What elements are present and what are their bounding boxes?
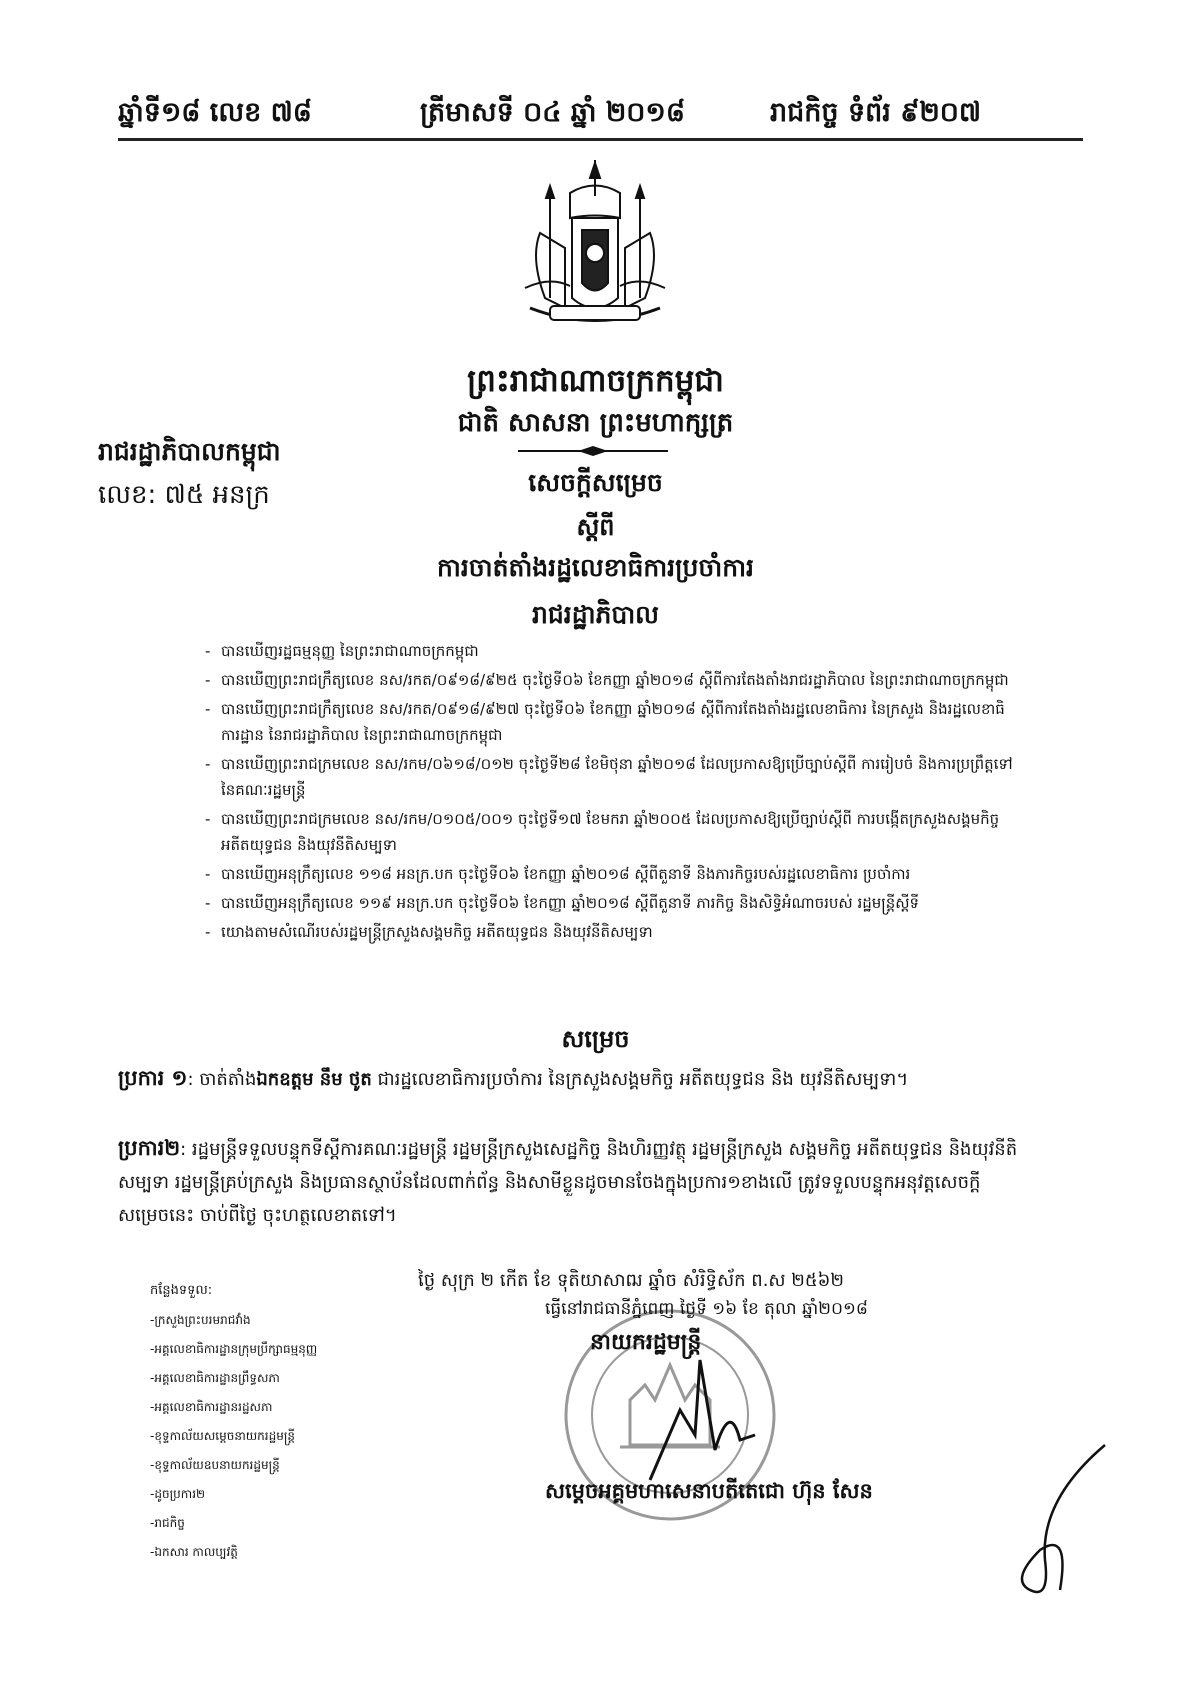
gazette-quarter: ត្រីមាសទី ០៤ ឆ្នាំ ២០១៨ — [420, 97, 685, 128]
divider-ornament-icon — [518, 446, 668, 456]
recital-item: - បានឃើញព្រះរាជក្រមលេខ នស/រកម/០១០៥/០០១ ចុះថ្ងៃទី១៧ ខែមករា ឆ្នាំ២០០៥ ដែលប្រកាសឱ្យប្រើច្បាប់ស្តីពី ការបង្កើតក្រសួងសង្គមកិច្ច អតីតយុទ្ធជន និងយុវនីតិសម្បទា — [205, 806, 1025, 858]
recipient-item: - ឯកសារ កាលប្បវត្តិ — [150, 1538, 317, 1567]
prime-minister-signature — [640, 1340, 760, 1490]
solar-date: ធ្វើនៅរាជធានីភ្នំពេញ ថ្ងៃទី ១៦ ខែ តុលា ឆ្នាំ២០១៨ — [545, 1299, 868, 1319]
recipients-label: កន្លែងទទួល: — [150, 1283, 213, 1298]
article-2 — [118, 1132, 1028, 1232]
recipient-item: - អគ្គលេខាធិការដ្ឋានព្រឹទ្ធសភា — [150, 1364, 317, 1393]
gazette-page: រាជកិច្ច ទំព័រ ៩២០៧ — [770, 97, 982, 128]
issuer-heading: រាជរដ្ឋាភិបាល — [532, 600, 659, 629]
recital-item: - បានឃើញព្រះរាជក្រមលេខ នស/រកម/០៦១៨/០១២ ចុះថ្ងៃទី២៨ ខែមិថុនា ឆ្នាំ២០១៨ ដែលប្រកាសឱ្យប្រើច្បាប់ស្តីពី ការរៀបចំ និងការប្រព្រឹត្តទៅនៃគណៈរដ្ឋមន្ត្រី — [205, 751, 1025, 803]
kingdom-heading: ព្រះរាជាណាចក្រកម្ពុជា — [467, 363, 724, 399]
article-1-label: ប្រការ ១ — [118, 1066, 188, 1090]
article-1-pre: : ចាត់តាំង — [187, 1069, 257, 1090]
recital-item: - យោងតាមសំណើរបស់រដ្ឋមន្ត្រីក្រសួងសង្គមកិច្ច អតីតយុទ្ធជន និងយុវនីតិសម្បទា — [205, 919, 1025, 945]
article-1-text: ជារដ្ឋលេខាធិការប្រចាំការ នៃក្រសួងសង្គមកិច្ច អតីតយុទ្ធជន និង យុវនីតិសម្បទា។ — [371, 1069, 909, 1090]
decision-heading: សេចក្តីសម្រេច — [528, 468, 663, 497]
recipient-item: - អគ្គលេខាធិការដ្ឋានក្រុមប្រឹក្សាធម្មនុញ្ញ — [150, 1335, 317, 1364]
signer-title: នាយករដ្ឋមន្ត្រី — [590, 1330, 702, 1355]
recital-item: - បានឃើញរដ្ឋធម្មនុញ្ញ នៃព្រះរាជាណាចក្រកម្ពុជា — [205, 638, 1025, 664]
recipient-item: - ដូចប្រការ២ — [150, 1480, 317, 1509]
decides-heading: សម្រេច — [561, 1025, 630, 1053]
gazette-year-issue: ឆ្នាំទី១៨ លេខ ៧៨ — [118, 97, 312, 128]
article-2-text: : រដ្ឋមន្ត្រីទទួលបន្ទុកទីស្តីការគណៈរដ្ឋមន្ត្រី រដ្ឋមន្ត្រីក្រសួងសេដ្ឋកិច្ច និងហិរញ្ញវត្ថុ រដ្ឋមន្ត្រីក្រសួង សង្គមកិច្ច អតីតយុទ្ធជន និងយុវនីតិសម្បទា រដ្ឋមន្ត្រីគ្រប់ក្រសួង និងប្រធានស្ថាប័នដែលពាក់ព័ន្ធ និងសាមីខ្លួនដូចមានចែងក្នុងប្រការ១ខាងលើ ត្រូវទទួលបន្ទុកអនុវត្តសេចក្តីសម្រេចនេះ ចាប់ពីថ្ងៃ ចុះហត្ថលេខាតទៅ។ — [118, 1139, 1018, 1226]
recital-item: - បានឃើញអនុក្រឹត្យលេខ ១១៨ អនក្រ.បក ចុះថ្ងៃទី០៦ ខែកញ្ញា ឆ្នាំ២០១៨ ស្តីពីតួនាទី និងភារកិច្ចរបស់រដ្ឋលេខាធិការ ប្រចាំការ — [205, 861, 1025, 887]
appointee-name: ឯកឧត្តម នឹម ថូត — [256, 1069, 372, 1090]
recital-item: - បានឃើញព្រះរាជក្រឹត្យលេខ នស/រកត/០៩១៨/៩២៧ ចុះថ្ងៃទី០៦ ខែកញ្ញា ឆ្នាំ២០១៨ ស្តីពីការតែងតាំងរដ្ឋលេខាធិការ នៃក្រសួង និងរដ្ឋលេខាធិការដ្ឋាន នៃរាជរដ្ឋាភិបាល នៃព្រះរាជាណាចក្រកម្ពុជា — [205, 696, 1025, 748]
initials-signature — [1000, 1440, 1110, 1610]
decision-about: ស្តីពី — [576, 513, 615, 541]
recital-item: - បានឃើញអនុក្រឹត្យលេខ ១១៩ អនក្រ.បក ចុះថ្ងៃទី០៦ ខែកញ្ញា ឆ្នាំ២០១៨ ស្តីពីតួនាទី ភារកិច្ច និងសិទ្ធិអំណាចរបស់ រដ្ឋមន្ត្រីស្តីទី — [205, 890, 1025, 916]
recipient-item: - រាជកិច្ច — [150, 1509, 317, 1538]
national-motto: ជាតិ សាសនា ព្រះមហាក្សត្រ — [457, 408, 734, 438]
recipients-list — [150, 1306, 317, 1567]
recipient-item: - ខុទ្ទកាល័យឧបនាយករដ្ឋមន្ត្រី — [150, 1451, 317, 1480]
recipient-item: - ក្រសួងព្រះបរមរាជវាំង — [150, 1306, 317, 1335]
royal-coat-of-arms-icon — [510, 158, 680, 333]
recipient-item: - អគ្គលេខាធិការដ្ឋានរដ្ឋសភា — [150, 1393, 317, 1422]
recital-item: - បានឃើញព្រះរាជក្រឹត្យលេខ នស/រកត/០៩១៨/៩២៥ ចុះថ្ងៃទី០៦ ខែកញ្ញា ឆ្នាំ២០១៨ ស្តីពីការតែងតាំងរាជរដ្ឋាភិបាល នៃព្រះរាជាណាចក្រកម្ពុជា — [205, 667, 1025, 693]
recitals-list — [205, 638, 1025, 948]
decision-title: ការចាត់តាំងរដ្ឋលេខាធិការប្រចាំការ — [437, 553, 754, 582]
document-number: លេខ: ៧៥ អនក្រ — [98, 480, 270, 510]
lunar-date: ថ្ងៃ សុក្រ ២ កើត ខែ ទុតិយាសាឍ ឆ្នាំច សំរិទ្ធិស័ក ព.ស ២៥៦២ — [418, 1270, 845, 1291]
article-2-label: ប្រការ២ — [118, 1136, 181, 1160]
government-name: រាជរដ្ឋាភិបាលកម្ពុជា — [98, 437, 281, 466]
header-divider — [118, 138, 1083, 141]
article-1 — [118, 1062, 1028, 1096]
signer-name: សម្តេចអគ្គមហាសេនាបតីតេជោ ហ៊ុន សែន — [545, 1479, 873, 1503]
recipient-item: - ខុទ្ទកាល័យសម្តេចនាយករដ្ឋមន្ត្រី — [150, 1422, 317, 1451]
